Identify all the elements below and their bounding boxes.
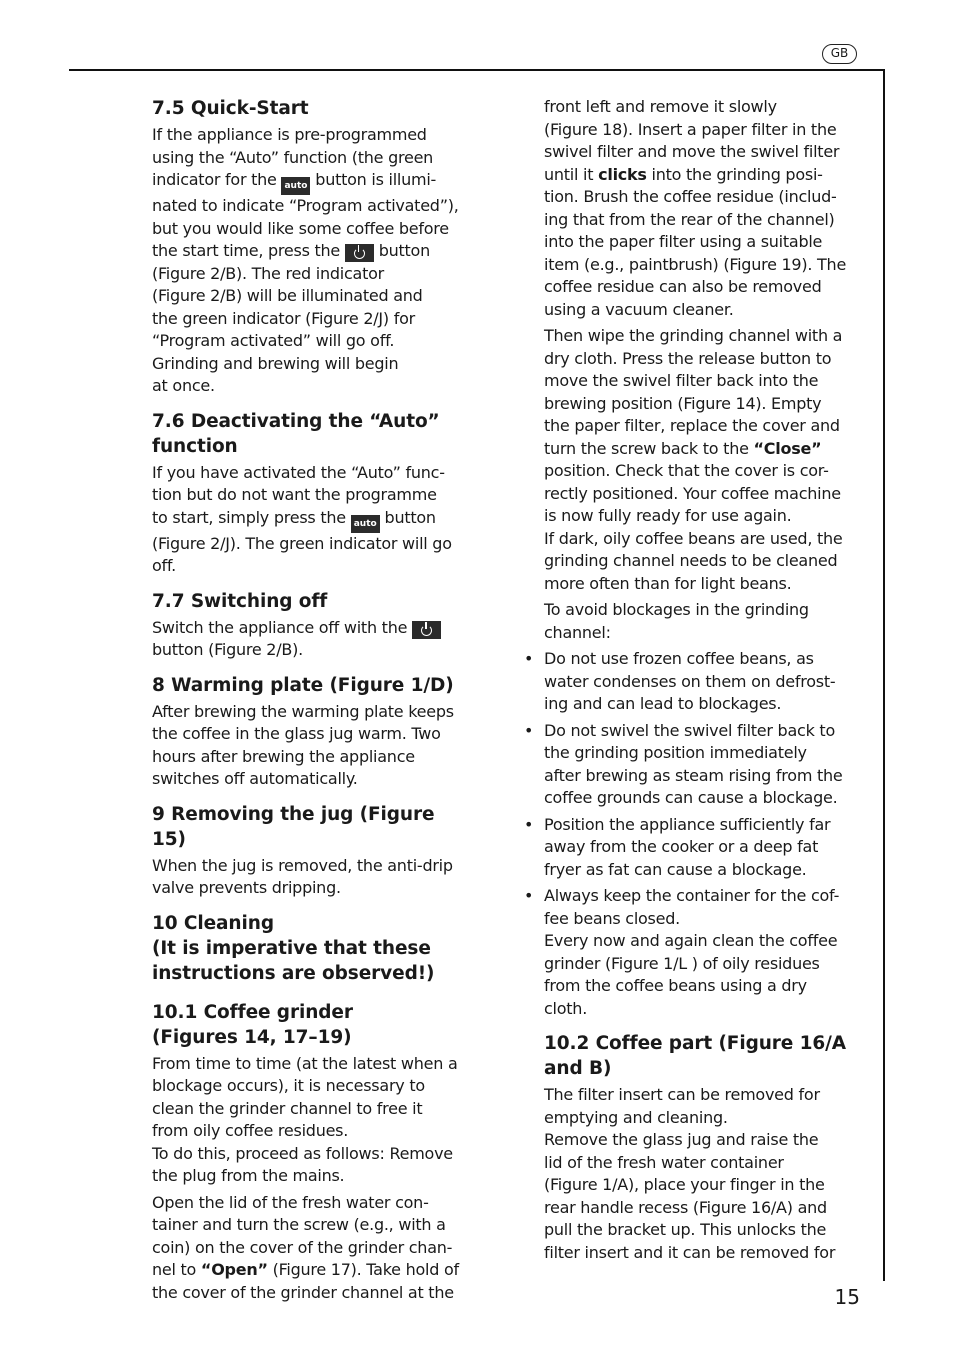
page-number: 15 bbox=[834, 1285, 860, 1309]
paragraph-wipe-channel: Then wipe the grinding channel with a dry cloth. Press the release button to move the swivel filter back into the brewing position (Figure 14). Empty the paper filter, replace the cover and turn the screw back to the “Close” position. Check that the cover is cor- rectly positioned. Your coffee machine is now fully ready for use again. If dark, oily coffee beans are used, the grinding channel needs to be cleaned more often than for light beans. bbox=[544, 326, 843, 593]
paragraph-removing-jug: When the jug is removed, the anti-drip valve prevents dripping. bbox=[152, 855, 453, 897]
heading-quick-start: 7.5 Quick-Start bbox=[152, 98, 309, 119]
power-button-icon bbox=[412, 621, 441, 639]
list-item: • Do not use frozen coffee beans, as water condenses on them on defrost- ing and can lead to blockages. bbox=[544, 648, 858, 716]
margin-rule bbox=[883, 69, 885, 1281]
paragraph-switching-off: Switch the appliance off with the button (Figure 2/B). bbox=[152, 617, 468, 662]
auto-button-icon: auto bbox=[281, 177, 310, 195]
heading-coffee-grinder: 10.1 Coffee grinder (Figures 14, 17–19) bbox=[152, 1001, 353, 1048]
heading-switching-off: 7.7 Switching off bbox=[152, 590, 328, 612]
paragraph-avoid-blockages: To avoid blockages in the grinding channel: bbox=[544, 600, 809, 642]
paragraph-coffee-grinder-1: From time to time (at the latest when a blockage occurs), it is necessary to clean the grinder channel to free it from oily coffee residues. To do this, proceed as follows: Remove the plug from the mains. bbox=[152, 1053, 458, 1185]
language-badge: GB bbox=[822, 44, 857, 64]
blockage-tips-list bbox=[544, 648, 858, 1020]
heading-removing-jug: 9 Removing the jug (Figure 15) bbox=[152, 803, 435, 850]
list-item: • Do not swivel the swivel filter back to the grinding position immediately after brewing as steam rising from the coffee grounds can cause a blockage. bbox=[544, 720, 858, 810]
paragraph-warming-plate: After brewing the warming plate keeps the coffee in the glass jug warm. Two hours after brewing the appliance switches off automatically. bbox=[152, 701, 454, 788]
paragraph-deactivating-auto: If you have activated the “Auto” func- tion but do not want the programme to start, simply press the auto button (Figure 2/J). The green indicator will go off. bbox=[152, 462, 452, 575]
heading-coffee-part: 10.2 Coffee part (Figure 16/A and B) bbox=[544, 1033, 847, 1079]
left-column bbox=[152, 96, 468, 1304]
heading-warming-plate: 8 Warming plate (Figure 1/D) bbox=[152, 674, 454, 696]
auto-button-icon: auto bbox=[351, 515, 380, 533]
power-button-icon bbox=[345, 244, 374, 262]
paragraph-quick-start: If the appliance is pre-programmed using the “Auto” function (the green indicator for the auto button is illumi- nated to indicate “Program activated”), but you would like some coffee before the start time, press the button (Figure 2/B). The red indicator (Figure 2/B) will be illuminated and the green indicator (Figure 2/J) for “Program activated” will go off. Grinding and brewing will begin at once. bbox=[152, 125, 459, 395]
paragraph-grinder-continued: front left and remove it slowly (Figure 18). Insert a paper filter in the swivel filter and move the swivel filter until it clicks into the grinding posi- tion. Brush the coffee residue (includ- ing that from the rear of the channel) into the paper filter using a suitable item (e.g., paintbrush) (Figure 19). The coffee residue can also be removed using a vacuum cleaner. bbox=[544, 97, 847, 319]
list-item: • Position the appliance sufficiently far away from the cooker or a deep fat fryer as fat can cause a blockage. bbox=[544, 814, 858, 882]
paragraph-coffee-part: The filter insert can be removed for emptying and cleaning. Remove the glass jug and raise the lid of the fresh water container (Figure 1/A), place your finger in the rear handle recess (Figure 16/A) and pull the bracket up. This unlocks the filter insert and it can be removed for bbox=[544, 1085, 836, 1262]
list-item: • Always keep the container for the cof- fee beans closed. Every now and again clean the coffee grinder (Figure 1/L ) of oily residues from the coffee beans using a dry cloth. bbox=[544, 885, 858, 1020]
paragraph-coffee-grinder-2: Open the lid of the fresh water con- tainer and turn the screw (e.g., with a coin) on the cover of the grinder chan- nel to “Open” (Figure 17). Take hold of the cover of the grinder channel at the bbox=[152, 1192, 459, 1302]
right-column bbox=[544, 96, 858, 1264]
heading-deactivating-auto: 7.6 Deactivating the “Auto” function bbox=[152, 410, 440, 457]
header-rule bbox=[69, 69, 885, 71]
heading-cleaning: 10 Cleaning (It is imperative that these instructions are observed!) bbox=[152, 912, 435, 984]
